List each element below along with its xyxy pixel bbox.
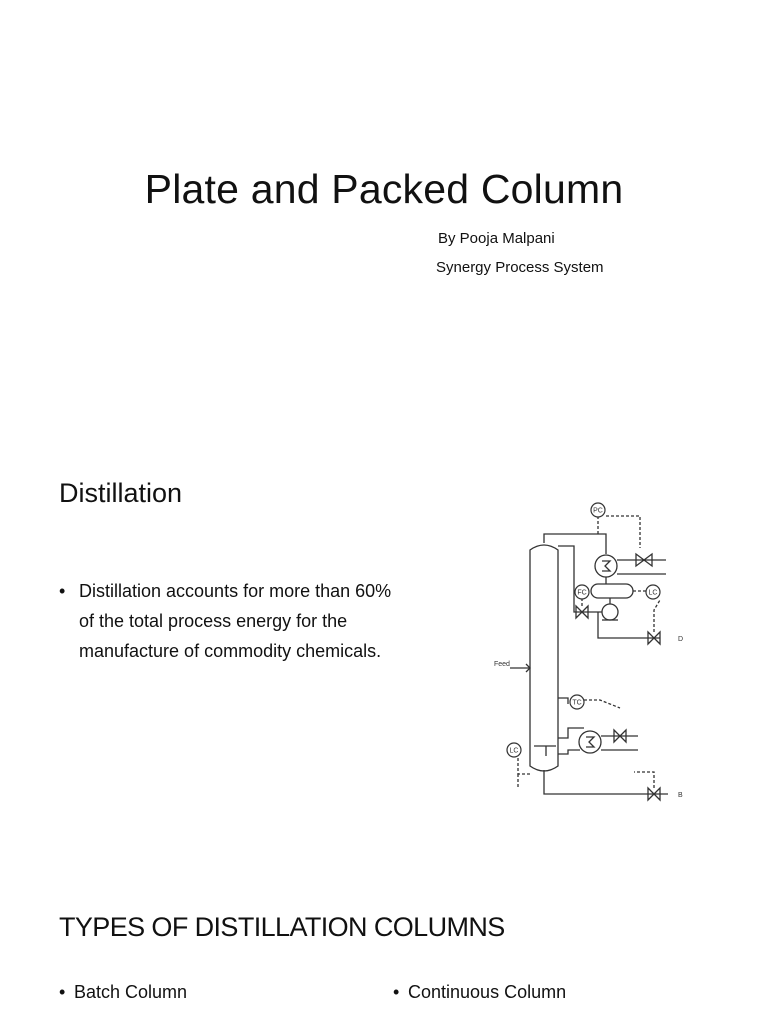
distillation-column-diagram: [488, 488, 698, 848]
author-line: By Pooja Malpani: [438, 230, 555, 247]
reboiler-icon: [579, 731, 601, 753]
pump-icon: [602, 604, 618, 620]
reflux-drum: [591, 584, 633, 598]
bullet-line-3: manufacture of commodity chemicals.: [79, 641, 382, 661]
bullet-glyph: •: [393, 982, 400, 1002]
feed-label: Feed: [494, 661, 510, 668]
slide-heading-distillation: Distillation: [59, 478, 183, 508]
company-line: Synergy Process System: [436, 259, 604, 276]
pc-label: PC: [593, 507, 603, 515]
bullet-list: [59, 576, 459, 666]
lc-bottom-label: LC: [509, 747, 519, 755]
tc-label: TC: [572, 699, 582, 707]
column-vessel: [530, 545, 558, 771]
list-item-label: Batch Column: [74, 982, 188, 1002]
title-slide: [0, 0, 768, 440]
presentation-title: Plate and Packed Column: [144, 166, 624, 212]
slide-heading-types: TYPES OF DISTILLATION COLUMNS: [59, 912, 505, 942]
distillation-slide: [0, 440, 768, 860]
lc-top-label: LC: [648, 589, 658, 597]
types-slide: [0, 860, 768, 1024]
bullet-line-2: of the total process energy for the: [79, 611, 348, 631]
condenser-icon: [595, 555, 617, 577]
bullet-glyph: •: [59, 982, 66, 1002]
fc-label: FC: [577, 589, 587, 597]
bullet-glyph: •: [59, 581, 66, 601]
bullet-line-1: Distillation accounts for more than 60%: [79, 581, 392, 601]
distillate-label: D: [678, 636, 684, 643]
list-item-batch: [59, 982, 187, 1003]
bullet-item: [59, 576, 459, 666]
bottoms-label: B: [678, 792, 683, 799]
list-item-label: Continuous Column: [408, 982, 567, 1002]
list-item-continuous: [393, 982, 566, 1003]
